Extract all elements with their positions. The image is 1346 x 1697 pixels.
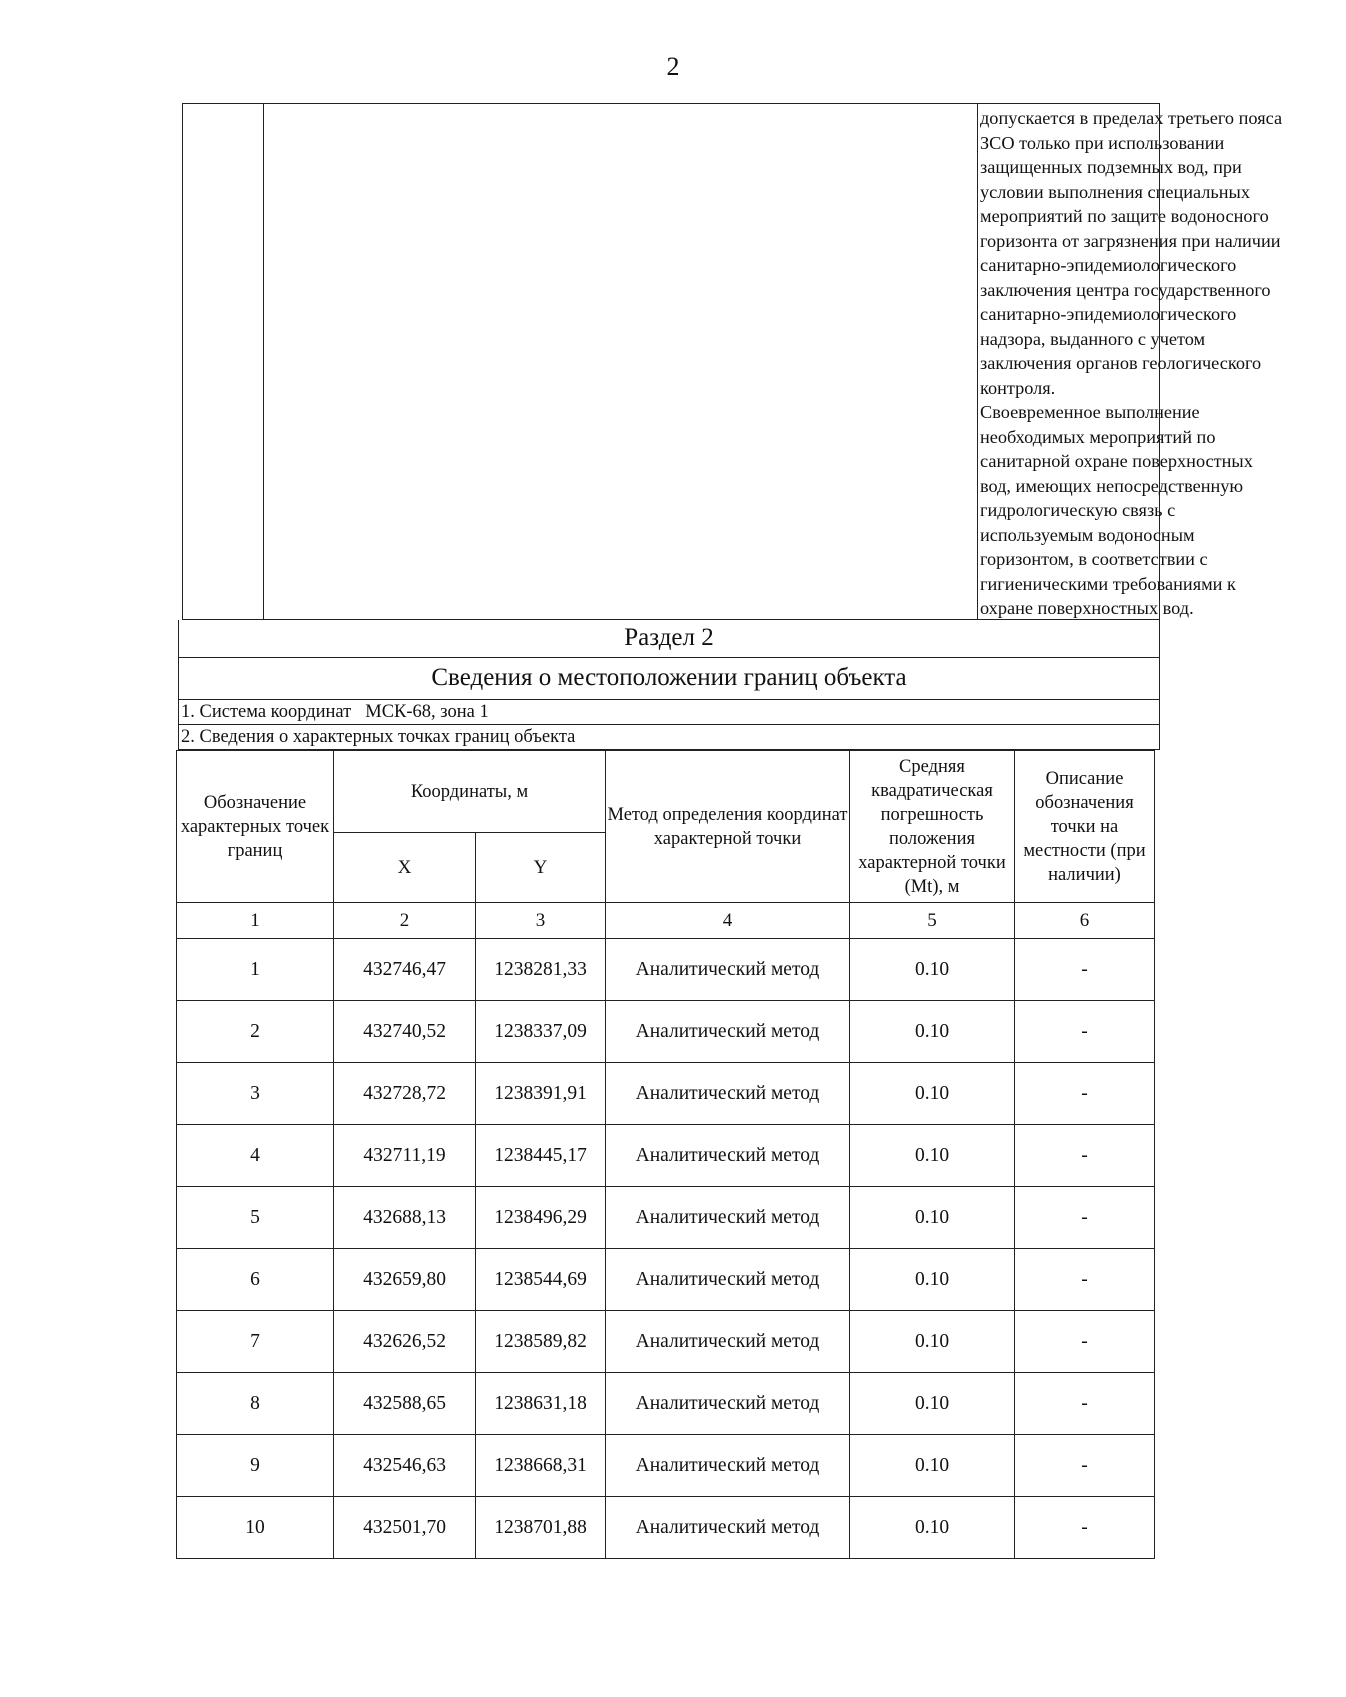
cell-description: - [1015,1311,1155,1373]
upper-text-line: охране поверхностных вод. [980,598,1194,618]
upper-text-line: санитарной охране поверхностных [980,451,1253,471]
cell-description: - [1015,939,1155,1001]
cell-method: Аналитический метод [606,1001,850,1063]
cell-description: - [1015,1187,1155,1249]
upper-text-line: используемым водоносным [980,524,1195,545]
cell-method: Аналитический метод [606,1187,850,1249]
cell-method: Аналитический метод [606,1249,850,1311]
cell-mean-error: 0.10 [850,1373,1015,1435]
cell-coord-y: 1238631,18 [476,1373,606,1435]
section-title: Раздел 2 [178,620,1160,658]
cell-mean-error: 0.10 [850,1311,1015,1373]
cell-description: - [1015,1373,1155,1435]
upper-text-line: заключения органов геологического [980,353,1262,373]
table-row [177,1373,1155,1435]
boundary-points-table [176,750,1155,1559]
table-row [177,1435,1155,1497]
header-coordinates: Координаты, м [334,751,606,833]
cell-mean-error: 0.10 [850,1497,1015,1559]
column-number: 3 [476,903,606,939]
characteristic-points-line: 2. Сведения о характерных точках границ объекта [178,725,1160,750]
upper-table-fragment [182,103,1283,620]
cell-mean-error: 0.10 [850,1187,1015,1249]
cell-coord-y: 1238281,33 [476,939,606,1001]
column-number: 4 [606,903,850,939]
column-numbers-row [177,903,1155,939]
cell-point-number: 8 [177,1373,334,1435]
cell-coord-x: 432711,19 [334,1125,476,1187]
cell-method: Аналитический метод [606,1311,850,1373]
upper-text-line: горизонтом, в соответствии с [980,549,1208,569]
cell-method: Аналитический метод [606,1497,850,1559]
cell-method: Аналитический метод [606,1063,850,1125]
cell-coord-x: 432588,65 [334,1373,476,1435]
upper-text-line: контроля. [980,377,1056,398]
cell-mean-error: 0.10 [850,1125,1015,1187]
upper-text-line: санитарно-эпидемиологического [980,304,1237,324]
upper-text-line: надзора, выданного с учетом [980,328,1206,349]
cell-coord-x: 432626,52 [334,1311,476,1373]
cell-coord-y: 1238391,91 [476,1063,606,1125]
cell-coord-y: 1238445,17 [476,1125,606,1187]
upper-text-line: заключения центра государственного [980,279,1271,300]
upper-text-line: допускается в пределах третьего пояса [980,108,1283,128]
header-mean-error: Средняя квадратическая погрешность положения характерной точки (Mt), м [850,751,1015,903]
table-row [177,1125,1155,1187]
cell-coord-x: 432659,80 [334,1249,476,1311]
upper-text-line: Своевременное выполнение [980,402,1200,422]
upper-text-line: вод, имеющих непосредственную [980,475,1244,496]
table-row [177,1249,1155,1311]
cell-description: - [1015,1435,1155,1497]
cell-point-number: 7 [177,1311,334,1373]
cell-coord-y: 1238589,82 [476,1311,606,1373]
cell-method: Аналитический метод [606,1373,850,1435]
cell-point-number: 1 [177,939,334,1001]
cell-coord-x: 432728,72 [334,1063,476,1125]
upper-col-1 [183,104,264,619]
cell-point-number: 10 [177,1497,334,1559]
column-number: 2 [334,903,476,939]
coordinate-system-line [178,700,1160,725]
table-row [177,1063,1155,1125]
cell-mean-error: 0.10 [850,1001,1015,1063]
upper-text-line: необходимых мероприятий по [980,426,1216,447]
cell-method: Аналитический метод [606,939,850,1001]
upper-text-line: защищенных подземных вод, при [980,157,1242,177]
cell-point-number: 5 [177,1187,334,1249]
upper-col-2 [263,104,978,619]
cell-coord-x: 432746,47 [334,939,476,1001]
cell-coord-x: 432546,63 [334,1435,476,1497]
cell-description: - [1015,1001,1155,1063]
header-method: Метод определения координат характерной точки [606,751,850,903]
cell-coord-y: 1238701,88 [476,1497,606,1559]
column-number: 1 [177,903,334,939]
cell-description: - [1015,1125,1155,1187]
upper-text-line: горизонта от загрязнения при наличии [980,230,1281,251]
coordinate-system-value: МСК-68, зона 1 [365,702,489,722]
column-number: 5 [850,903,1015,939]
upper-text-line: санитарно-эпидемиологического [980,255,1237,275]
coordinate-system-label: 1. Система координат [181,702,352,722]
cell-method: Аналитический метод [606,1435,850,1497]
cell-mean-error: 0.10 [850,1435,1015,1497]
cell-description: - [1015,1249,1155,1311]
cell-method: Аналитический метод [606,1125,850,1187]
upper-text-line: мероприятий по защите водоносного [980,206,1269,226]
cell-mean-error: 0.10 [850,1063,1015,1125]
cell-mean-error: 0.10 [850,939,1015,1001]
cell-coord-y: 1238337,09 [476,1001,606,1063]
header-description: Описание обозначения точки на местности (при наличии) [1015,751,1155,903]
cell-coord-y: 1238544,69 [476,1249,606,1311]
upper-text-line: ЗСО только при использовании [980,132,1225,153]
cell-description: - [1015,1063,1155,1125]
table-row [177,1001,1155,1063]
page-number: 2 [666,52,680,81]
cell-description: - [1015,1497,1155,1559]
cell-point-number: 2 [177,1001,334,1063]
cell-coord-x: 432501,70 [334,1497,476,1559]
upper-text-line: гидрологическую связь с [980,500,1176,520]
cell-mean-error: 0.10 [850,1249,1015,1311]
cell-coord-x: 432688,13 [334,1187,476,1249]
upper-text-line: условии выполнения специальных [980,181,1250,202]
table-body [177,939,1155,1559]
header-y: Y [476,833,606,903]
cell-point-number: 9 [177,1435,334,1497]
cell-coord-x: 432740,52 [334,1001,476,1063]
cell-coord-y: 1238668,31 [476,1435,606,1497]
cell-point-number: 6 [177,1249,334,1311]
table-row [177,1187,1155,1249]
table-row [177,939,1155,1001]
cell-coord-y: 1238496,29 [476,1187,606,1249]
upper-text-line: гигиеническими требованиями к [980,573,1236,594]
header-x: X [334,833,476,903]
cell-point-number: 3 [177,1063,334,1125]
column-number: 6 [1015,903,1155,939]
table-row [177,1311,1155,1373]
cell-point-number: 4 [177,1125,334,1187]
section-subtitle: Сведения о местоположении границ объекта [178,658,1160,700]
header-point-designation: Обозначение характерных точек границ [177,751,334,903]
upper-col-3-text [979,106,1283,621]
table-row [177,1497,1155,1559]
